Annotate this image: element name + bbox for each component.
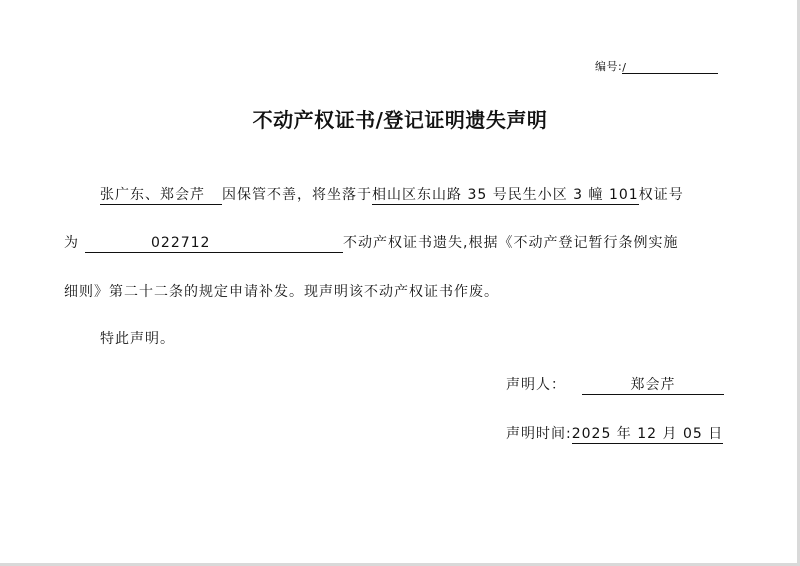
- paragraph-line-1: [100, 184, 684, 205]
- serial-label: 编号:: [595, 60, 623, 73]
- serial-value: /: [622, 61, 718, 74]
- property-address: 相山区东山路 35 号民生小区 3 幢 101: [372, 187, 639, 203]
- owner-names: 张广东、郑会芹: [100, 187, 222, 205]
- paragraph-line-2: [64, 232, 678, 253]
- text-lost: 不动产权证书遗失,根据《不动产登记暂行条例实施: [343, 235, 679, 251]
- declaration-time-row: [506, 423, 723, 444]
- declarant-row: [506, 374, 724, 395]
- text-negligence: 因保管不善，将坐落于: [222, 187, 372, 203]
- paragraph-line-3: 细则》第二十二条的规定申请补发。现声明该不动产权证书作废。: [64, 284, 499, 300]
- certificate-number: 022712: [151, 235, 211, 251]
- serial-number: [595, 58, 718, 74]
- text-cert-no: 权证号: [638, 187, 684, 203]
- declarant-name: 郑会芹: [582, 377, 724, 395]
- document-title: 不动产权证书/登记证明遗失声明: [252, 108, 548, 132]
- certificate-number-field: [85, 235, 343, 253]
- text-for: 为: [64, 235, 79, 251]
- time-label: 声明时间:: [506, 426, 572, 442]
- declarant-label: 声明人：: [506, 377, 566, 393]
- paragraph-line-4: 特此声明。: [100, 331, 175, 347]
- declaration-date: 2025 年 12 月 05 日: [571, 426, 724, 442]
